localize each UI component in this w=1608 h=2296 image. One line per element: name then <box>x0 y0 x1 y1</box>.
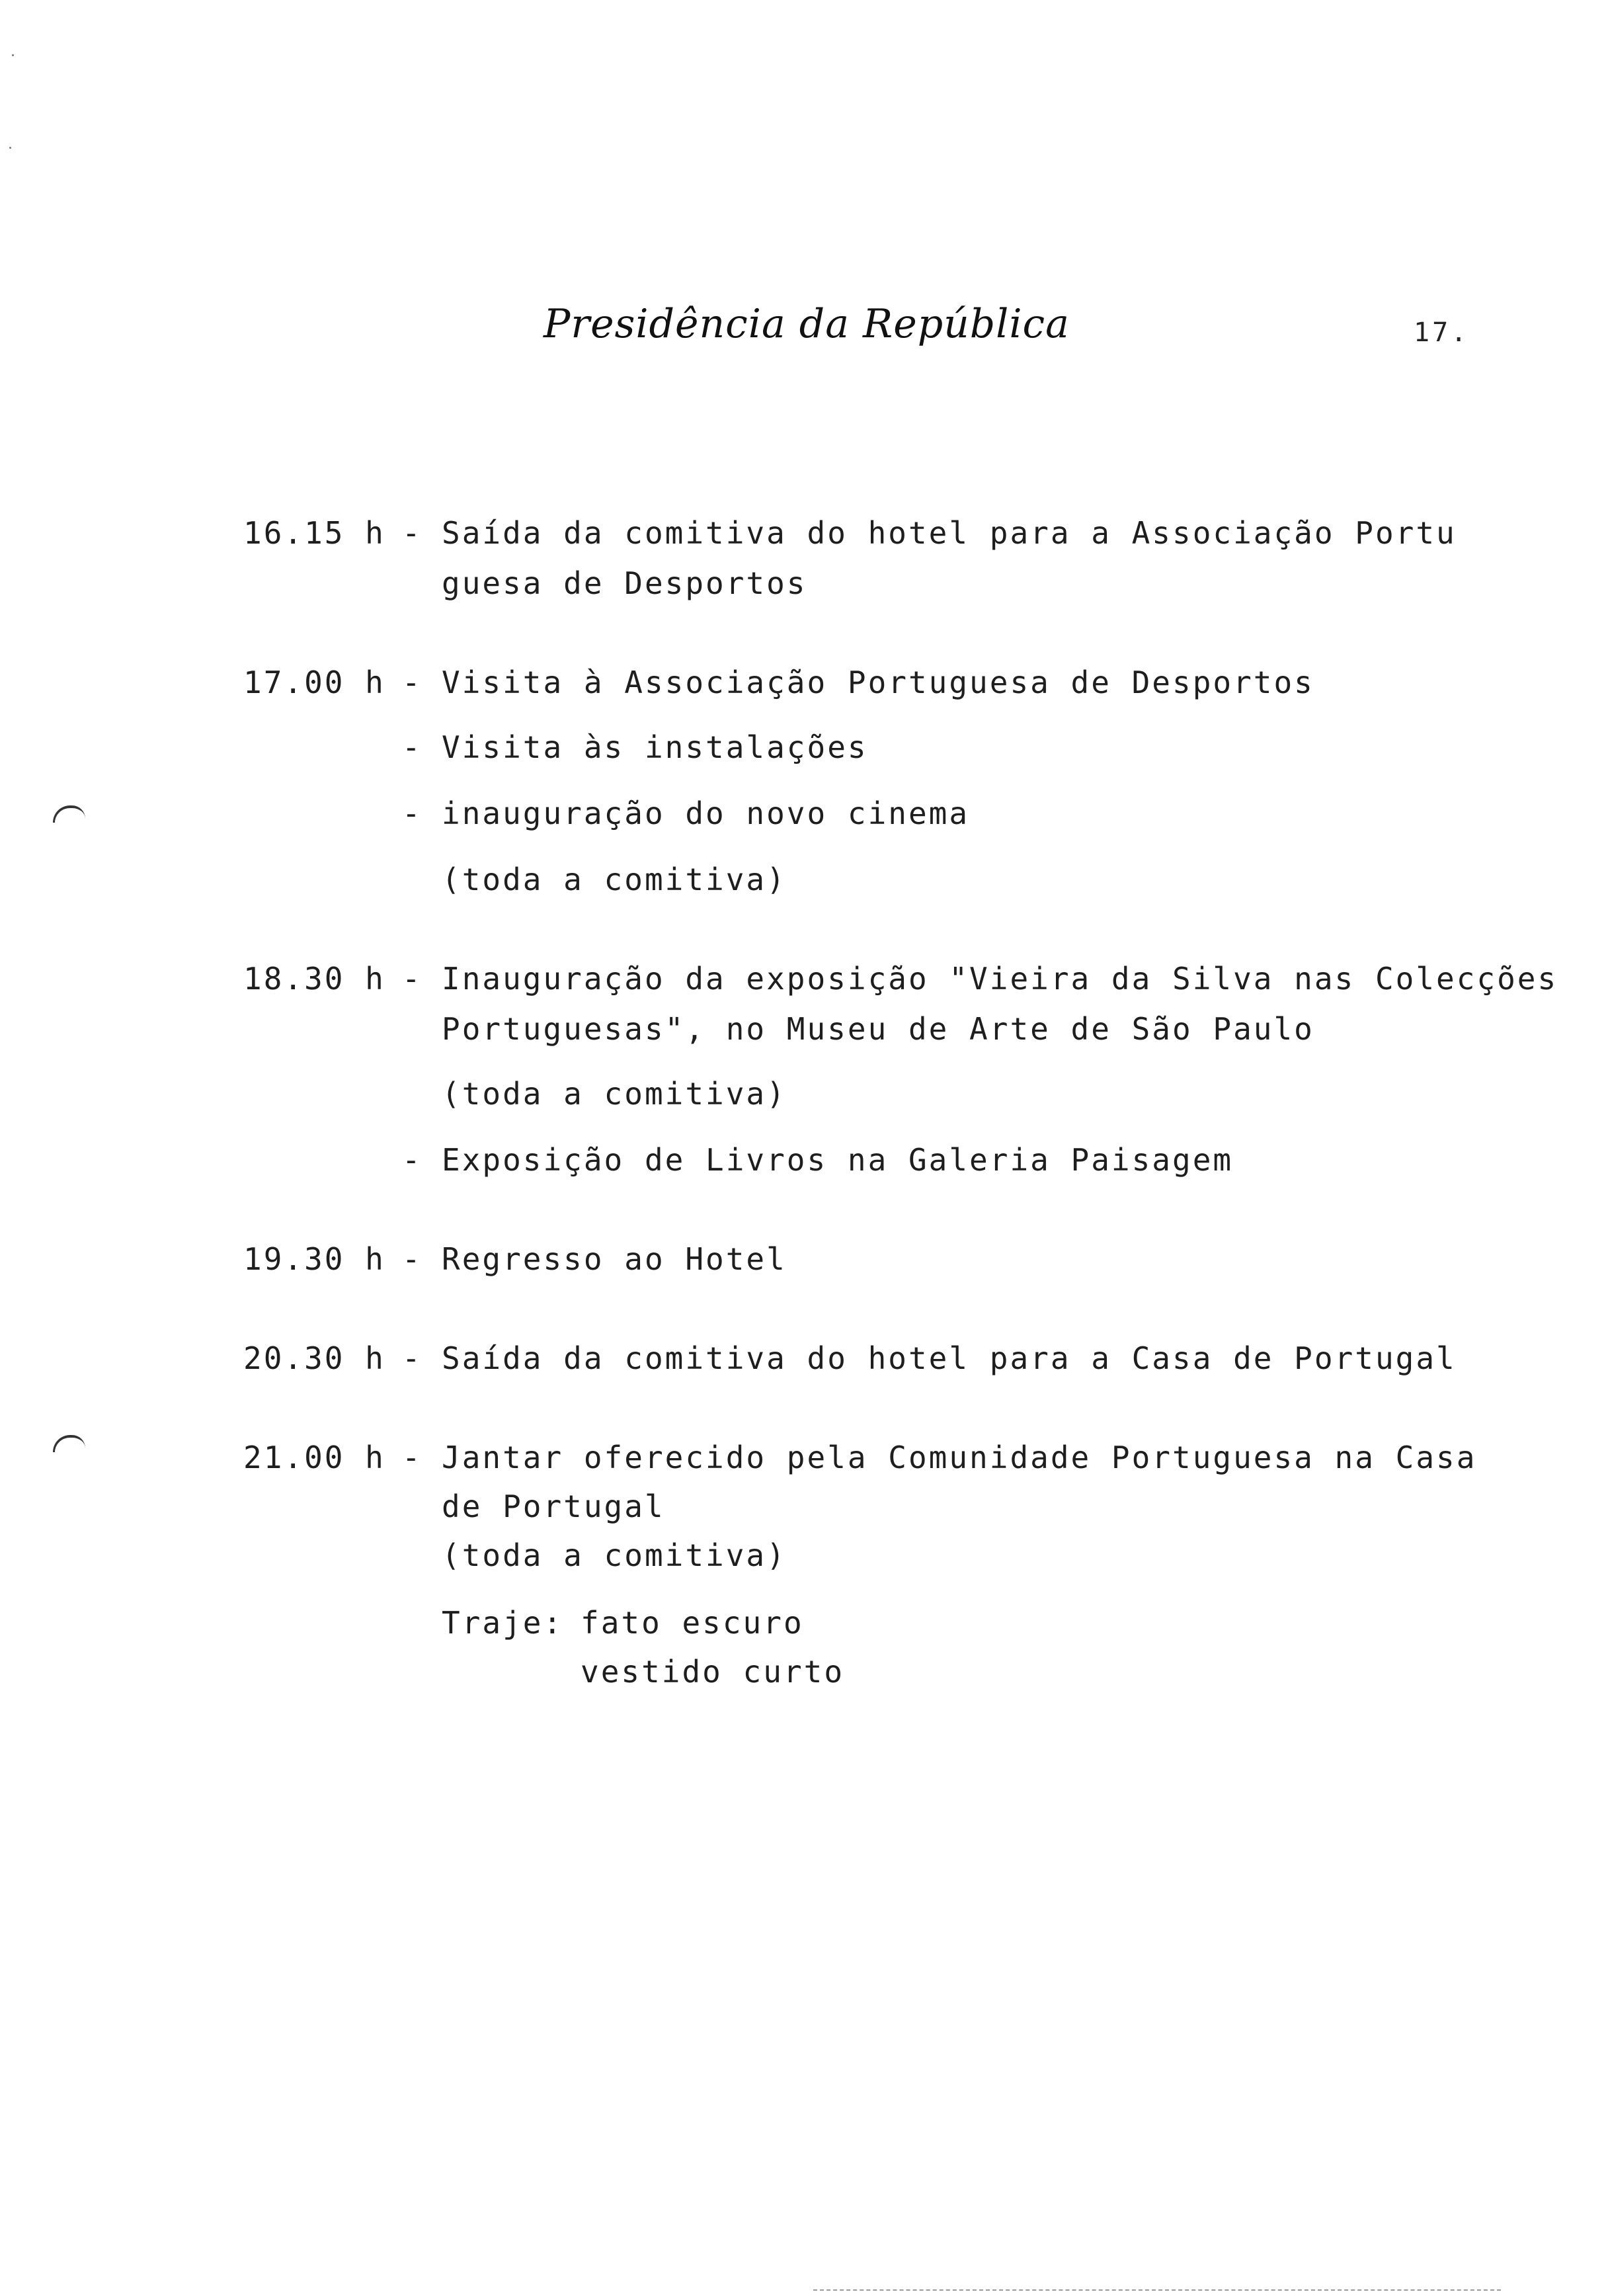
scan-speck <box>12 54 14 56</box>
entry-time: 17.00 h <box>243 665 385 700</box>
page-number: 17. <box>1414 317 1470 348</box>
entry-subitem: Exposição de Livros na Galeria Paisagem <box>442 1142 1234 1178</box>
entry-dash: - <box>402 1340 422 1376</box>
dress-code-value: fato escuro <box>581 1605 804 1641</box>
entry-description: Saída da comitiva do hotel para a Associação Portu <box>442 515 1457 551</box>
entry-time: 19.30 h <box>243 1241 385 1277</box>
entry-note: (toda a comitiva) <box>442 862 787 897</box>
entry-description: Visita à Associação Portuguesa de Desportos <box>442 665 1314 700</box>
entry-subitem: inauguração do novo cinema <box>442 796 970 831</box>
entry-dash: - <box>402 729 422 765</box>
entry-time: 21.00 h <box>243 1440 385 1475</box>
margin-mark <box>53 1435 85 1452</box>
entry-dash: - <box>402 961 422 997</box>
dress-code-value: vestido curto <box>581 1654 845 1690</box>
entry-description: Inauguração da exposição "Vieira da Silva nas Colecções <box>442 961 1558 997</box>
entry-description: Portuguesas", no Museu de Arte de São Paulo <box>442 1011 1314 1047</box>
entry-dash: - <box>402 1142 422 1178</box>
scan-speck <box>9 147 11 149</box>
dress-code-label: Traje: <box>442 1605 564 1641</box>
entry-subitem: Visita às instalações <box>442 729 868 765</box>
entry-description: Regresso ao Hotel <box>442 1241 787 1277</box>
entry-dash: - <box>402 1241 422 1277</box>
entry-dash: - <box>402 515 422 551</box>
entry-description: Jantar oferecido pela Comunidade Portuguesa na Casa <box>442 1440 1477 1475</box>
entry-description: guesa de Desportos <box>442 565 807 601</box>
entry-time: 20.30 h <box>243 1340 385 1376</box>
entry-time: 16.15 h <box>243 515 385 551</box>
entry-dash: - <box>402 665 422 700</box>
entry-description: de Portugal <box>442 1489 665 1524</box>
entry-dash: - <box>402 796 422 831</box>
entry-dash: - <box>402 1440 422 1475</box>
entry-note: (toda a comitiva) <box>442 1538 787 1573</box>
entry-note: (toda a comitiva) <box>442 1076 787 1112</box>
entry-time: 18.30 h <box>243 961 385 997</box>
letterhead-title: Presidência da República <box>543 301 1070 347</box>
entry-description: Saída da comitiva do hotel para a Casa de Portugal <box>442 1340 1457 1376</box>
scan-edge-line <box>813 2289 1501 2291</box>
margin-mark <box>53 805 85 823</box>
